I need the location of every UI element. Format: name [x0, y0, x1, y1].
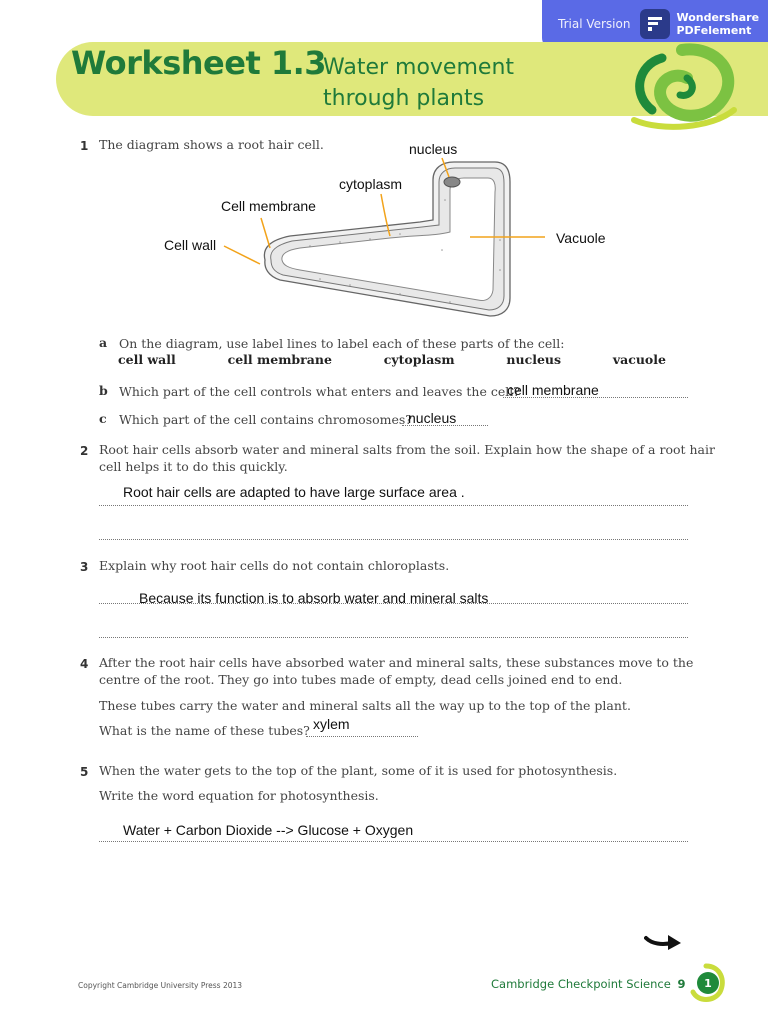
question-2-number: 2: [80, 444, 89, 458]
swirl-logo-icon: [622, 40, 742, 130]
label-cell-membrane: Cell membrane: [221, 198, 316, 214]
question-1a-text: On the diagram, use label lines to label each of these parts of the cell:: [119, 336, 565, 351]
brand-line-1: Wondershare: [676, 11, 760, 24]
next-page-arrow-icon[interactable]: [644, 930, 684, 954]
question-3-number: 3: [80, 560, 89, 574]
footer-book-title: [491, 977, 685, 991]
answer-1b[interactable]: cell membrane: [507, 382, 599, 398]
subtitle-line-2: through plants: [323, 86, 485, 111]
question-1-number: 1: [80, 139, 89, 153]
answer-4[interactable]: xylem: [313, 716, 350, 732]
answer-line-4: [306, 736, 418, 737]
page-number: 1: [697, 972, 719, 994]
question-2-line-1: Root hair cells absorb water and mineral salts from the soil. Explain how the shape of a root hair: [99, 442, 715, 457]
brand-name: [676, 11, 759, 37]
question-1-text: The diagram shows a root hair cell.: [99, 137, 324, 152]
question-5-line-1: When the water gets to the top of the plant, some of it is used for photosynthesis.: [99, 763, 618, 778]
answer-line-5: [99, 841, 688, 842]
question-1a-letter: a: [99, 335, 108, 350]
term-vacuole: vacuole: [612, 352, 666, 367]
answer-5[interactable]: Water + Carbon Dioxide --> Glucose + Oxygen: [123, 822, 414, 838]
worksheet-title: Worksheet 1.3: [71, 44, 327, 82]
pdfelement-logo-icon: [640, 9, 670, 39]
label-vacuole: Vacuole: [556, 230, 606, 246]
question-4-line-2: centre of the root. They go into tubes made of empty, dead cells joined end to end.: [99, 672, 623, 687]
question-1b-text: Which part of the cell controls what enters and leaves the cell?: [119, 384, 520, 399]
book-number: 9: [677, 977, 686, 991]
term-cell-wall: cell wall: [118, 352, 176, 367]
nucleus-shape: [444, 177, 460, 187]
term-list: [118, 352, 666, 367]
trial-version-label: Trial Version: [558, 17, 631, 31]
question-1b-letter: b: [99, 383, 108, 398]
answer-line-3b: [99, 637, 688, 638]
answer-line-3a: [99, 603, 688, 604]
question-4-question: What is the name of these tubes?: [99, 723, 310, 738]
question-4-line-1: After the root hair cells have absorbed water and mineral salts, these substances move to the: [99, 655, 694, 670]
term-nucleus: nucleus: [506, 352, 562, 367]
subtitle-line-1: Water movement: [323, 55, 515, 80]
question-3-text: Explain why root hair cells do not contain chloroplasts.: [99, 558, 450, 573]
question-1c-text: Which part of the cell contains chromosomes?: [119, 412, 413, 427]
label-nucleus: nucleus: [409, 141, 458, 157]
answer-line-2b: [99, 539, 688, 540]
term-cytoplasm: cytoplasm: [383, 352, 455, 367]
question-2-line-2: cell helps it to do this quickly.: [99, 459, 288, 474]
answer-3[interactable]: Because its function is to absorb water and mineral salts: [139, 590, 489, 606]
question-4-text: [99, 654, 693, 688]
question-4-number: 4: [80, 657, 89, 671]
question-5-number: 5: [80, 765, 89, 779]
question-2-text: [99, 441, 715, 475]
answer-2[interactable]: Root hair cells are adapted to have large surface area .: [123, 484, 465, 500]
question-1c-letter: c: [99, 411, 107, 426]
brand-line-2: PDFelement: [676, 24, 752, 37]
question-5-line-2: Write the word equation for photosynthesis.: [99, 788, 379, 803]
term-cell-membrane: cell membrane: [227, 352, 332, 367]
label-cell-wall: Cell wall: [164, 237, 217, 253]
question-4-line-3: These tubes carry the water and mineral salts all the way up to the top of the plant.: [99, 698, 631, 713]
label-cytoplasm: cytoplasm: [339, 176, 403, 192]
copyright-text: Copyright Cambridge University Press 2013: [78, 981, 243, 990]
answer-line-2a: [99, 505, 688, 506]
book-title: Cambridge Checkpoint Science: [491, 977, 671, 991]
answer-1c[interactable]: nucleus: [408, 410, 457, 426]
worksheet-subtitle: [323, 52, 514, 114]
